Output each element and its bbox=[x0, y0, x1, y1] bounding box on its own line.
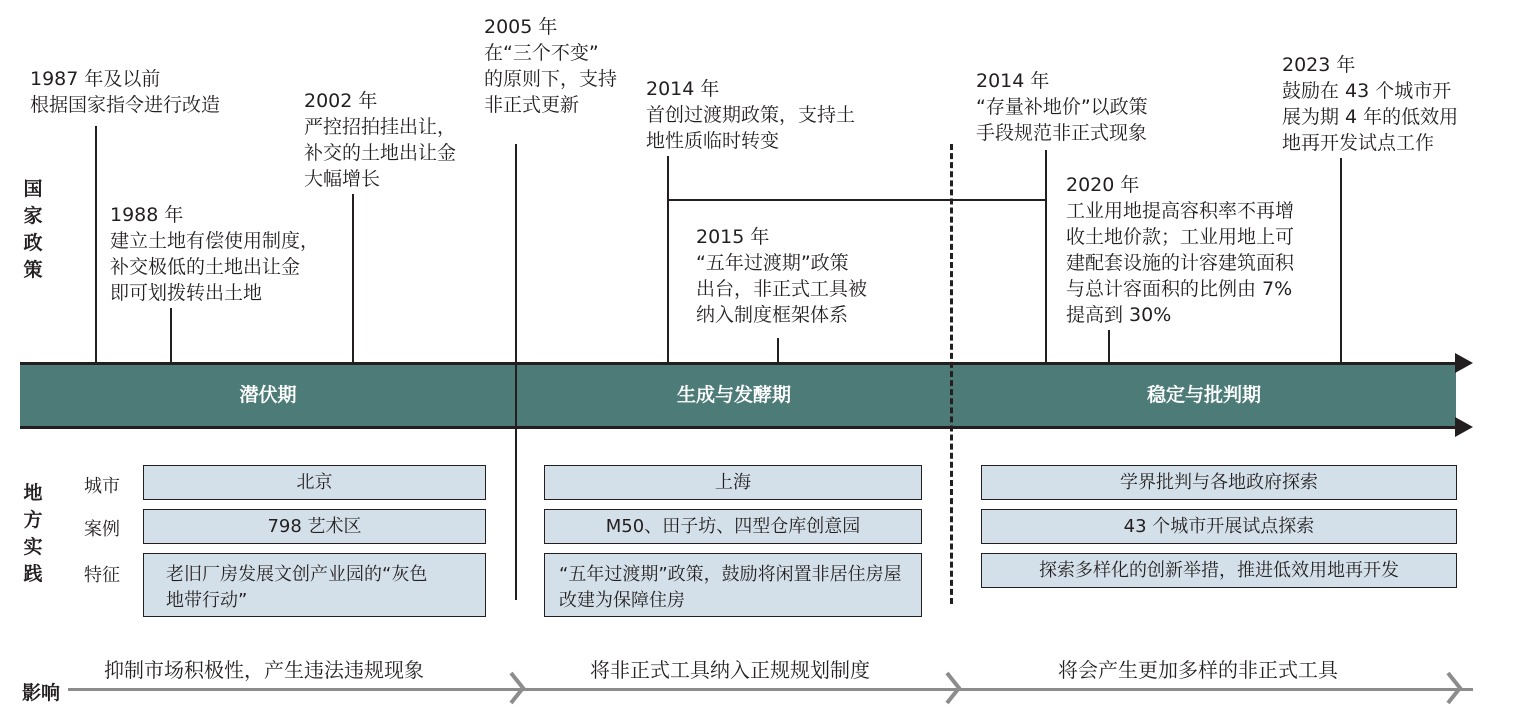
policy-side-label bbox=[20, 176, 46, 284]
event-2015 bbox=[696, 224, 867, 328]
practice-char: 方 bbox=[23, 509, 43, 531]
timeline-bottom-arrow-line bbox=[20, 426, 1460, 429]
connector-2014-bracket bbox=[667, 199, 1047, 201]
city-box: 学界批判与各地政府探索 bbox=[981, 465, 1457, 500]
event-text: 出台，非正式工具被 bbox=[696, 278, 868, 300]
policy-char: 国 bbox=[23, 178, 43, 200]
policy-char: 家 bbox=[23, 205, 43, 227]
impact-emergence: 将非正式工具纳入正规规划制度 bbox=[590, 658, 870, 682]
event-text: 地再开发试点工作 bbox=[1282, 132, 1435, 154]
event-text: 根据国家指令进行改造 bbox=[30, 94, 221, 116]
event-2023 bbox=[1282, 52, 1458, 156]
event-text: 的原则下，支持 bbox=[484, 68, 618, 90]
event-text: 在“三个不变” bbox=[484, 42, 599, 64]
case-box: 798 艺术区 bbox=[143, 509, 486, 544]
connector-2020 bbox=[1108, 330, 1110, 363]
event-year: 2023 年 bbox=[1282, 54, 1356, 76]
event-text: 大幅增长 bbox=[304, 168, 381, 190]
chevron-right-icon bbox=[508, 670, 526, 706]
event-text: “存量补地价”以政策 bbox=[976, 96, 1148, 118]
feature-box: 老旧厂房发展文创产业园的“灰色地带行动” bbox=[143, 553, 486, 617]
event-text: 纳入制度框架体系 bbox=[696, 304, 849, 326]
event-text: 非正式更新 bbox=[484, 94, 580, 116]
event-year: 2014 年 bbox=[976, 70, 1050, 92]
city-box: 上海 bbox=[544, 465, 922, 500]
event-text: 首创过渡期政策，支持土 bbox=[646, 104, 856, 126]
event-year: 2020 年 bbox=[1066, 174, 1140, 196]
event-text: 补交极低的土地出让金 bbox=[110, 256, 301, 278]
impact-side-label: 影响 bbox=[22, 682, 61, 704]
practice-side-label bbox=[20, 480, 46, 588]
event-year: 2005 年 bbox=[484, 16, 558, 38]
event-year: 1987 年及以前 bbox=[30, 68, 161, 90]
connector-2002 bbox=[352, 194, 354, 363]
row-label-case: 案例 bbox=[84, 519, 120, 540]
arrowhead-bottom-icon bbox=[1455, 417, 1473, 437]
impact-latent: 抑制市场积极性，产生违法违规现象 bbox=[104, 658, 424, 682]
connector-2014-transition bbox=[667, 156, 669, 363]
phase-latent: 潜伏期 bbox=[239, 384, 297, 406]
event-text: 建配套设施的计容建筑面积 bbox=[1066, 252, 1295, 274]
event-text: 与总计容面积的比例由 7% bbox=[1066, 278, 1293, 300]
event-text: 展为期 4 年的低效用 bbox=[1282, 106, 1459, 128]
event-2002 bbox=[304, 88, 456, 192]
event-2014-transition bbox=[646, 76, 855, 154]
practice-char: 地 bbox=[23, 482, 43, 504]
event-text: 鼓励在 43 个城市开 bbox=[1282, 80, 1452, 102]
connector-2023 bbox=[1340, 158, 1342, 363]
event-2005 bbox=[484, 14, 617, 118]
event-text: 即可划拨转出土地 bbox=[110, 282, 263, 304]
event-2020 bbox=[1066, 172, 1294, 328]
event-text: 地性质临时转变 bbox=[646, 130, 780, 152]
connector-2014-land-price bbox=[1045, 150, 1047, 363]
phase-stable-critique: 稳定与批判期 bbox=[1146, 384, 1261, 406]
event-text: 收土地价款；工业用地上可 bbox=[1066, 226, 1295, 248]
impact-stable: 将会产生更加多样的非正式工具 bbox=[1058, 658, 1338, 682]
phase-divider-dashed bbox=[950, 144, 953, 604]
event-text: 补交的土地出让金 bbox=[304, 142, 457, 164]
phase-emergence: 生成与发酵期 bbox=[676, 384, 791, 406]
row-label-city: 城市 bbox=[84, 476, 120, 497]
event-1987 bbox=[30, 66, 220, 118]
impact-line bbox=[68, 688, 1473, 691]
event-text: 工业用地提高容积率不再增 bbox=[1066, 200, 1295, 222]
event-text: 严控招拍挂出让， bbox=[304, 116, 457, 138]
event-text: 提高到 30% bbox=[1066, 304, 1172, 326]
event-year: 2002 年 bbox=[304, 90, 378, 112]
case-box: 43 个城市开展试点探索 bbox=[981, 509, 1457, 544]
connector-1987 bbox=[95, 126, 97, 363]
event-text: “五年过渡期”政策 bbox=[696, 252, 849, 274]
policy-char: 政 bbox=[23, 232, 43, 254]
event-text: 手段规范非正式现象 bbox=[976, 122, 1148, 144]
feature-box: “五年过渡期”政策，鼓励将闲置非居住房屋改建为保障住房 bbox=[544, 553, 922, 617]
feature-box: 探索多样化的创新举措，推进低效用地再开发 bbox=[981, 553, 1457, 588]
phase-divider-solid bbox=[515, 144, 517, 600]
event-1988 bbox=[110, 202, 319, 306]
event-year: 2014 年 bbox=[646, 78, 720, 100]
practice-char: 实 bbox=[23, 536, 43, 558]
case-box: M50、田子坊、四型仓库创意园 bbox=[544, 509, 922, 544]
chevron-right-icon bbox=[944, 670, 962, 706]
event-year: 1988 年 bbox=[110, 204, 184, 226]
policy-char: 策 bbox=[23, 259, 43, 281]
connector-2015 bbox=[777, 338, 779, 363]
arrowhead-top-icon bbox=[1455, 353, 1473, 373]
practice-char: 践 bbox=[23, 563, 43, 585]
city-box: 北京 bbox=[143, 465, 486, 500]
row-label-feature: 特征 bbox=[84, 565, 120, 586]
event-year: 2015 年 bbox=[696, 226, 770, 248]
event-text: 建立土地有偿使用制度， bbox=[110, 230, 320, 252]
event-2014-land-price bbox=[976, 68, 1148, 146]
chevron-right-icon bbox=[1445, 670, 1463, 706]
connector-1988 bbox=[170, 308, 172, 363]
